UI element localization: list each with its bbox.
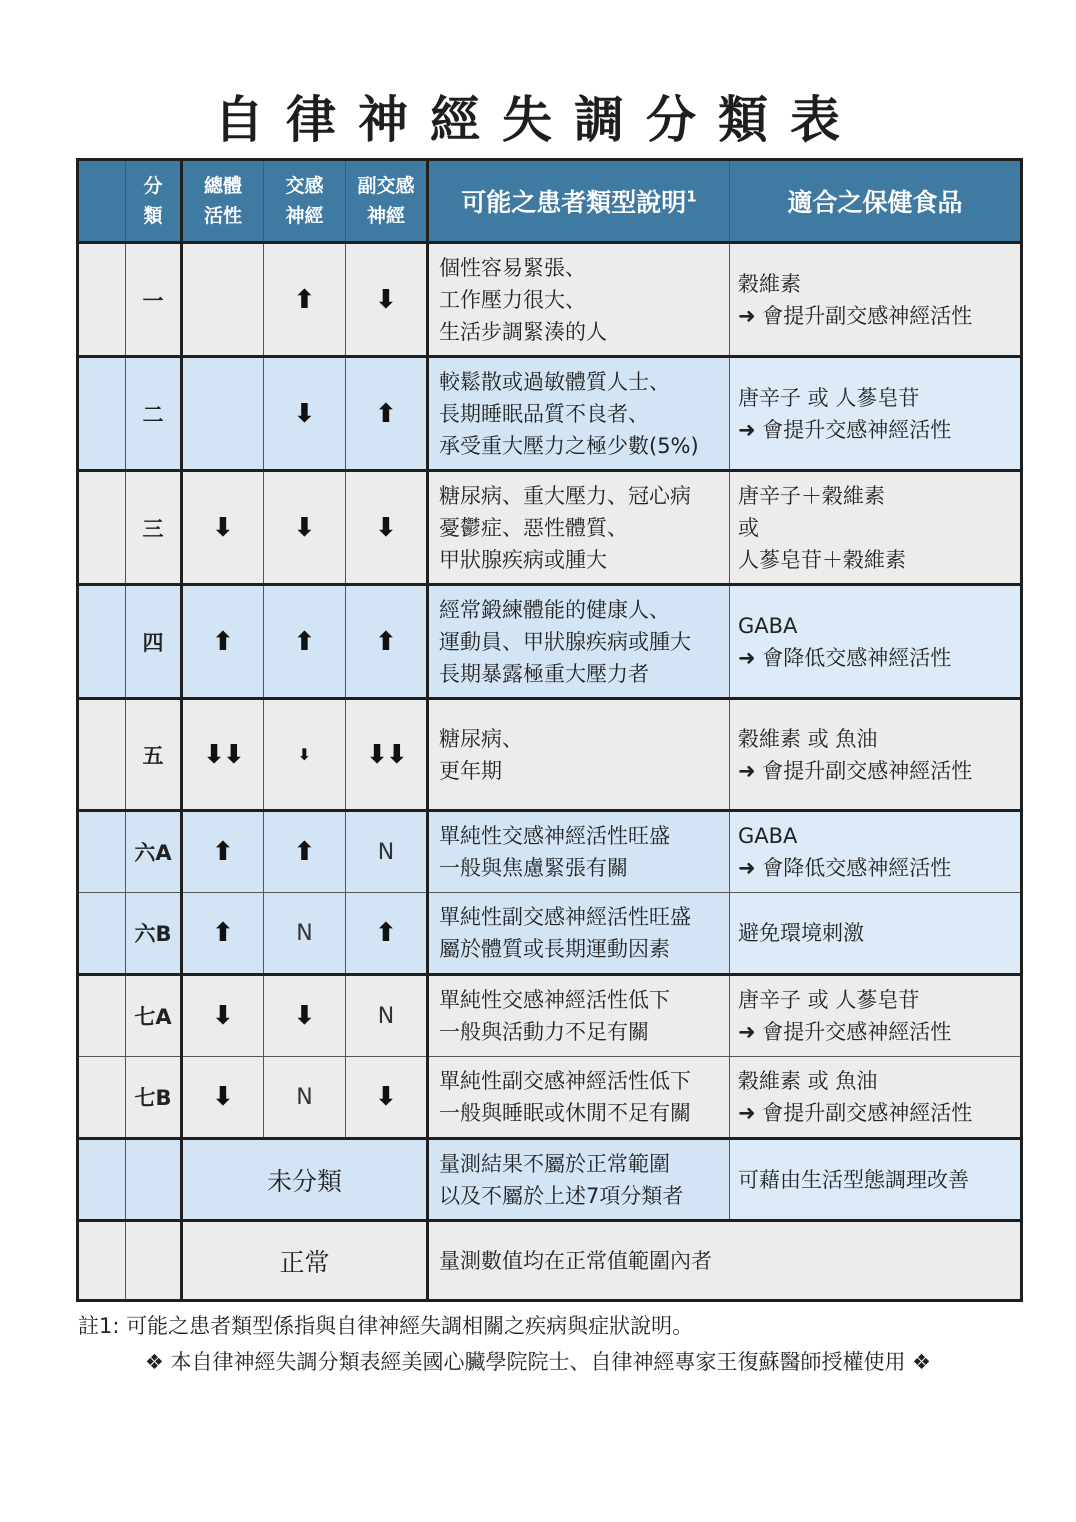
food-cell <box>730 357 1022 471</box>
description-cell <box>428 811 730 893</box>
text-line: GABA <box>738 824 798 848</box>
row-blank-cell <box>78 1057 126 1139</box>
category-label: 四 <box>126 585 182 699</box>
text-line: 長期暴露極重大壓力者 <box>439 661 649 686</box>
description-cell <box>428 585 730 699</box>
text-line: ➜ 會提升交感神經活性 <box>738 417 952 442</box>
row-blank-cell <box>78 1139 126 1221</box>
total-activity-cell: ⬇ <box>182 975 264 1057</box>
row-blank-cell <box>78 811 126 893</box>
table-row <box>78 585 1022 699</box>
category-label: 五 <box>126 699 182 811</box>
total-activity-cell: ⬆ <box>182 811 264 893</box>
row-blank-cell <box>126 1139 182 1221</box>
sympathetic-cell: ⬇ <box>264 975 346 1057</box>
food-cell <box>730 471 1022 585</box>
text-line: 唐辛子 或 人蔘皂苷 <box>738 988 920 1012</box>
row-blank-cell <box>78 243 126 357</box>
category-label: 一 <box>126 243 182 357</box>
text-line: 甲狀腺疾病或腫大 <box>439 547 607 572</box>
table-row-normal <box>78 1221 1022 1301</box>
food-cell <box>730 585 1022 699</box>
header-parasympathetic: 副交感 神經 <box>346 160 428 243</box>
total-activity-cell: ⬆ <box>182 585 264 699</box>
food-cell <box>730 243 1022 357</box>
category-label: 三 <box>126 471 182 585</box>
text-line: 以及不屬於上述7項分類者 <box>439 1183 684 1208</box>
row-blank-cell <box>78 699 126 811</box>
table-row <box>78 975 1022 1057</box>
table-row <box>78 471 1022 585</box>
classification-table <box>76 158 1023 1302</box>
row-blank-cell <box>78 585 126 699</box>
category-label: 二 <box>126 357 182 471</box>
parasympathetic-cell: ⬇ <box>346 471 428 585</box>
parasympathetic-cell: ⬇⬇ <box>346 699 428 811</box>
row-blank-cell <box>78 471 126 585</box>
parasympathetic-cell: ⬆ <box>346 893 428 975</box>
text-line: 憂鬱症、惡性體質、 <box>439 515 628 540</box>
text-line: 糖尿病、重大壓力、冠心病 <box>439 483 691 508</box>
text-line: 量測結果不屬於正常範圍 <box>439 1151 670 1176</box>
text-line: ➜ 會提升副交感神經活性 <box>738 303 973 328</box>
sympathetic-cell: ⬆ <box>264 585 346 699</box>
description-cell <box>428 357 730 471</box>
page-title: 自律神經失調分類表 <box>214 91 862 149</box>
text-line: 單純性交感神經活性旺盛 <box>439 824 670 848</box>
table-row-unclassified <box>78 1139 1022 1221</box>
text-line: 穀維素 或 魚油 <box>738 726 878 751</box>
normal-description: 量測數值均在正常值範圍內者 <box>428 1221 1022 1301</box>
text-line: 經常鍛練體能的健康人、 <box>439 597 670 622</box>
category-label: 七B <box>126 1057 182 1139</box>
text-line: GABA <box>738 613 798 638</box>
total-activity-cell: ⬆ <box>182 893 264 975</box>
total-activity-cell: ⬇ <box>182 471 264 585</box>
text-line: 單純性副交感神經活性旺盛 <box>439 905 691 929</box>
text-line: 人蔘皂苷＋穀維素 <box>738 547 906 572</box>
text-line: 穀維素 或 魚油 <box>738 1069 878 1093</box>
parasympathetic-cell: ⬇ <box>346 1057 428 1139</box>
sympathetic-cell: ⬇ <box>264 357 346 471</box>
text-line: 屬於體質或長期運動因素 <box>439 937 670 961</box>
description-cell <box>428 1057 730 1139</box>
category-label: 七A <box>126 975 182 1057</box>
parasympathetic-cell: ⬆ <box>346 357 428 471</box>
text-line: 長期睡眠品質不良者、 <box>439 401 649 426</box>
authorization-note: ❖ 本自律神經失調分類表經美國心臟學院院士、自律神經專家王復蘇醫師授權使用 ❖ <box>145 1350 931 1374</box>
row-blank-cell <box>78 893 126 975</box>
table-row <box>78 699 1022 811</box>
text-line: 糖尿病、 <box>439 726 523 751</box>
row-blank-cell <box>78 357 126 471</box>
row-blank-cell <box>126 1221 182 1301</box>
table-row <box>78 893 1022 975</box>
food-cell <box>730 975 1022 1057</box>
footnote: 註1: 可能之患者類型係指與自律神經失調相關之疾病與症狀說明。 <box>78 1314 694 1338</box>
table-row <box>78 357 1022 471</box>
description-cell <box>428 893 730 975</box>
row-blank-cell <box>78 1221 126 1301</box>
text-line: ➜ 會降低交感神經活性 <box>738 645 952 670</box>
text-line: 更年期 <box>439 758 502 783</box>
text-line: ➜ 會提升副交感神經活性 <box>738 1101 973 1125</box>
text-line: 單純性副交感神經活性低下 <box>439 1069 691 1093</box>
food-cell <box>730 811 1022 893</box>
text-line: ➜ 會提升副交感神經活性 <box>738 758 973 783</box>
row-blank-cell <box>78 975 126 1057</box>
sympathetic-cell: ⬆ <box>264 811 346 893</box>
sympathetic-cell: ⬆ <box>264 243 346 357</box>
food-cell <box>730 893 1022 975</box>
unclassified-label: 未分類 <box>182 1139 428 1221</box>
category-label: 六A <box>126 811 182 893</box>
parasympathetic-cell: ⬇ <box>346 243 428 357</box>
normal-label: 正常 <box>182 1221 428 1301</box>
food-cell <box>730 699 1022 811</box>
text-line: 或 <box>738 515 759 540</box>
sympathetic-cell: N <box>264 893 346 975</box>
total-activity-cell <box>182 243 264 357</box>
text-line: 個性容易緊張、 <box>439 255 586 280</box>
text-line: ➜ 會提升交感神經活性 <box>738 1020 952 1044</box>
text-line: ➜ 會降低交感神經活性 <box>738 856 952 880</box>
text-line: 工作壓力很大、 <box>439 287 586 312</box>
text-line: 運動員、甲狀腺疾病或腫大 <box>439 629 691 654</box>
description-cell <box>428 471 730 585</box>
text-line: 承受重大壓力之極少數(5%) <box>439 433 699 458</box>
header-category: 分 類 <box>126 160 182 243</box>
category-label: 六B <box>126 893 182 975</box>
table-header-row <box>78 160 1022 243</box>
unclassified-food: 可藉由生活型態調理改善 <box>730 1139 1022 1221</box>
text-line: 一般與睡眠或休閒不足有關 <box>439 1101 691 1125</box>
table-row <box>78 1057 1022 1139</box>
description-cell <box>428 699 730 811</box>
sympathetic-cell: ⬇ <box>264 699 346 811</box>
header-blank <box>78 160 126 243</box>
food-cell <box>730 1057 1022 1139</box>
text-line: 唐辛子 或 人蔘皂苷 <box>738 385 920 410</box>
text-line: 避免環境刺激 <box>738 921 864 945</box>
text-line: 一般與焦慮緊張有關 <box>439 856 628 880</box>
parasympathetic-cell: N <box>346 975 428 1057</box>
header-food: 適合之保健食品 <box>730 160 1022 243</box>
header-total-activity: 總體 活性 <box>182 160 264 243</box>
parasympathetic-cell: ⬆ <box>346 585 428 699</box>
text-line: 較鬆散或過敏體質人士、 <box>439 369 670 394</box>
header-description: 可能之患者類型說明$^1$ <box>428 160 730 243</box>
sympathetic-cell: N <box>264 1057 346 1139</box>
parasympathetic-cell: N <box>346 811 428 893</box>
description-cell <box>428 243 730 357</box>
total-activity-cell: ⬇⬇ <box>182 699 264 811</box>
table-row <box>78 243 1022 357</box>
total-activity-cell <box>182 357 264 471</box>
text-line: 穀維素 <box>738 271 801 296</box>
total-activity-cell: ⬇ <box>182 1057 264 1139</box>
unclassified-description <box>428 1139 730 1221</box>
sympathetic-cell: ⬇ <box>264 471 346 585</box>
header-sympathetic: 交感 神經 <box>264 160 346 243</box>
text-line: 唐辛子＋穀維素 <box>738 483 885 508</box>
text-line: 一般與活動力不足有關 <box>439 1020 649 1044</box>
text-line: 生活步調緊湊的人 <box>439 319 607 344</box>
description-cell <box>428 975 730 1057</box>
table-row <box>78 811 1022 893</box>
text-line: 單純性交感神經活性低下 <box>439 988 670 1012</box>
